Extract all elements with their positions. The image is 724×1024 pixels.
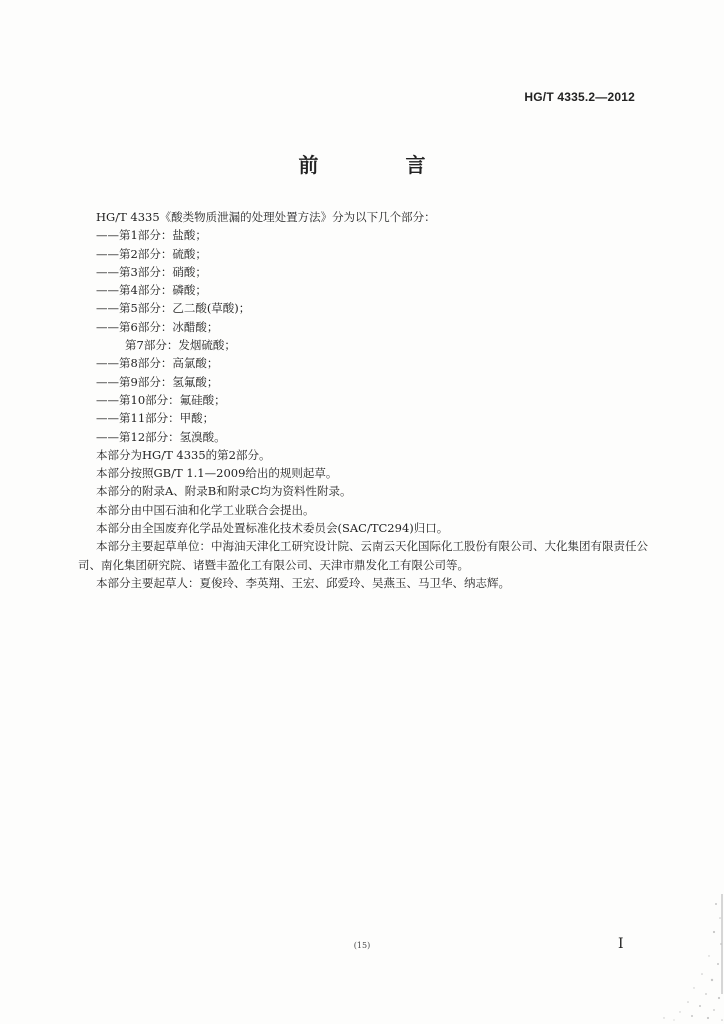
statement-committee: 本部分由全国废弃化学品处置标准化技术委员会(SAC/TC294)归口。 bbox=[96, 521, 449, 536]
part-item-7: 第7部分：发烟硫酸； bbox=[125, 338, 236, 353]
statement-drafting-rules: 本部分按照GB/T 1.1—2009给出的规则起草。 bbox=[96, 466, 338, 481]
scan-noise-decoration bbox=[604, 884, 724, 1024]
part-item-9: ——第9部分：氢氟酸； bbox=[96, 374, 219, 389]
statement-proposer: 本部分由中国石油和化学工业联合会提出。 bbox=[96, 502, 315, 517]
standard-code: HG/T 4335.2—2012 bbox=[524, 90, 635, 104]
statement-drafting-units: 本部分主要起草单位：中海油天津化工研究设计院、云南云天化国际化工股份有限公司、大化集团有限责任公司、南化集团研究院、诸暨丰盈化工有限公司、天津市鼎发化工有限公司等。 bbox=[78, 539, 648, 572]
part-item-3: ——第3部分：硝酸； bbox=[96, 264, 207, 279]
statement-drafters: 本部分主要起草人：夏俊玲、李英翔、王宏、邱爱玲、吴燕玉、马卫华、纳志辉。 bbox=[96, 575, 510, 590]
part-item-10: ——第10部分：氟硅酸； bbox=[96, 392, 226, 407]
part-item-4: ——第4部分：磷酸； bbox=[96, 283, 207, 298]
part-item-12: ——第12部分：氢溴酸。 bbox=[96, 429, 226, 444]
part-item-5: ——第5部分：乙二酸(草酸)； bbox=[96, 301, 251, 316]
preface-title: 前 言 bbox=[298, 153, 466, 177]
intro-paragraph: HG/T 4335《酸类物质泄漏的处理处置方法》分为以下几个部分： bbox=[96, 210, 436, 224]
page-marker: (15) bbox=[353, 941, 371, 950]
part-item-1: ——第1部分：盐酸； bbox=[96, 228, 207, 243]
part-item-6: ——第6部分：冰醋酸； bbox=[96, 319, 219, 334]
statement-appendices: 本部分的附录A、附录B和附录C均为资料性附录。 bbox=[96, 484, 352, 499]
part-item-8: ——第8部分：高氯酸； bbox=[96, 356, 219, 371]
part-item-2: ——第2部分：硫酸； bbox=[96, 246, 207, 261]
preface-body bbox=[78, 208, 648, 592]
statement-part-number: 本部分为HG/T 4335的第2部分。 bbox=[96, 447, 271, 462]
part-item-11: ——第11部分：甲酸； bbox=[96, 411, 215, 426]
page-number: I bbox=[618, 936, 624, 952]
